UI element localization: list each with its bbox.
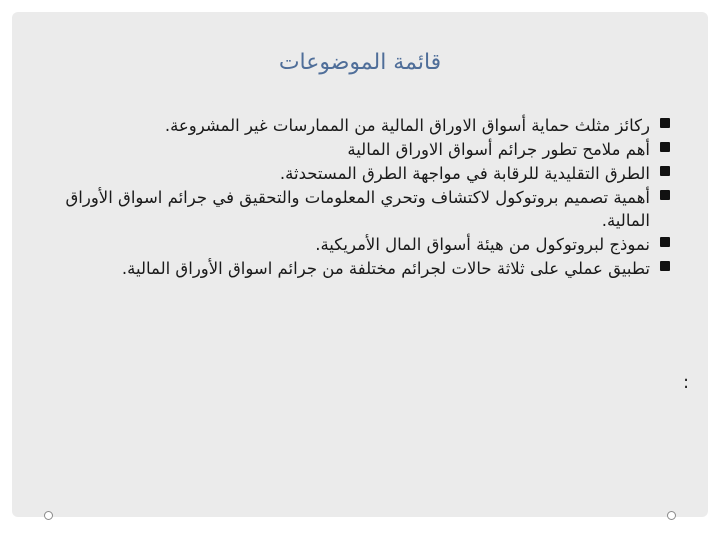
bullet-text: نموذج لبروتوكول من هيئة أسواق المال الأمريكية.: [315, 235, 650, 254]
square-bullet-icon: [660, 142, 670, 152]
slide-title: قائمة الموضوعات: [278, 50, 442, 75]
bullet-item: [30, 114, 670, 137]
square-bullet-icon: [660, 166, 670, 176]
bullet-text: الطرق التقليدية للرقابة في مواجهة الطرق المستحدثة.: [279, 164, 650, 183]
bullet-text: أهم ملامح تطور جرائم أسواق الاوراق المالية: [347, 140, 650, 159]
square-bullet-icon: [660, 190, 670, 200]
bullet-list: [30, 114, 670, 281]
bullet-item: [30, 162, 670, 185]
bullet-text: تطبيق عملي على ثلاثة حالات لجرائم مختلفة من جرائم اسواق الأوراق المالية.: [121, 259, 650, 278]
side-colon-mark: :: [683, 372, 690, 393]
bullet-item: [30, 138, 670, 161]
corner-ring-icon: [667, 511, 676, 520]
bullet-text: أهمية تصميم بروتوكول لاكتشاف وتحري المعلومات والتحقيق في جرائم اسواق الأوراق المالية.: [65, 188, 650, 230]
square-bullet-icon: [660, 118, 670, 128]
bullet-text: ركائز مثلث حماية أسواق الاوراق المالية من الممارسات غير المشروعة.: [164, 116, 650, 135]
bullet-item: [30, 233, 670, 256]
square-bullet-icon: [660, 237, 670, 247]
bullet-item: [30, 257, 670, 280]
bullet-item: [30, 186, 670, 232]
corner-ring-icon: [44, 511, 53, 520]
square-bullet-icon: [660, 261, 670, 271]
